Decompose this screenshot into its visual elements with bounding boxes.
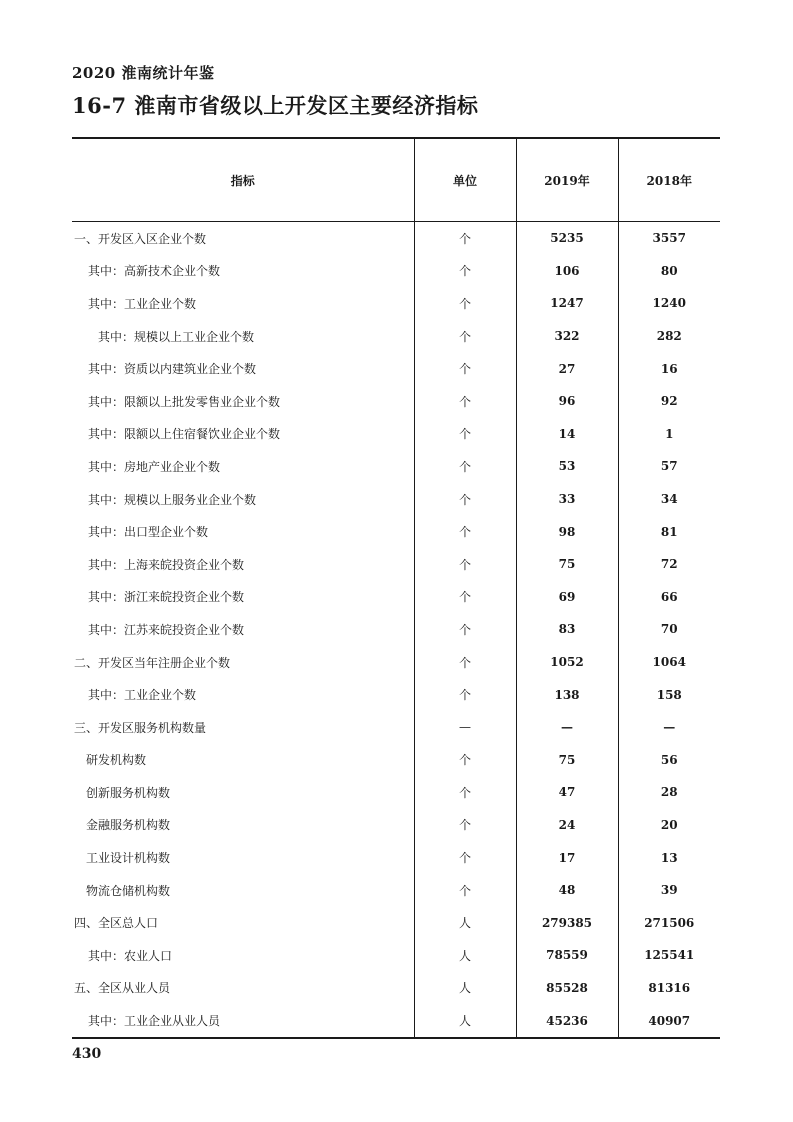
indicator-cell: 其中：出口型企业个数	[88, 525, 209, 540]
table-row	[72, 222, 720, 255]
running-header: 2020 淮南统计年鉴	[72, 64, 215, 82]
value-2018-cell: 20	[618, 809, 720, 842]
indicator-cell: 金融服务机构数	[86, 818, 171, 833]
indicator-cell: 其中：资质以内建筑业企业个数	[88, 362, 257, 377]
table-row	[72, 906, 720, 939]
indicator-cell: 其中：限额以上批发零售业企业个数	[88, 394, 281, 409]
value-2018-cell: 282	[618, 320, 720, 353]
value-2018-cell: 40907	[618, 1004, 720, 1038]
column-header-2019: 2019年	[516, 138, 618, 222]
column-header-indicator: 指标	[72, 138, 414, 222]
indicator-cell: 工业设计机构数	[86, 851, 171, 866]
table-row	[72, 515, 720, 548]
table-title: 16-7 淮南市省级以上开发区主要经济指标	[72, 93, 479, 118]
value-2019-cell: 98	[516, 515, 618, 548]
value-2018-cell: 72	[618, 548, 720, 581]
value-2018-cell: 70	[618, 613, 720, 646]
table-row	[72, 320, 720, 353]
unit-cell: 个	[414, 809, 516, 842]
table-row	[72, 450, 720, 483]
value-2019-cell: —	[516, 711, 618, 744]
table-row	[72, 646, 720, 679]
value-2019-cell: 138	[516, 678, 618, 711]
indicator-cell: 二、开发区当年注册企业个数	[74, 655, 231, 670]
table-row	[72, 874, 720, 907]
value-2018-cell: 81	[618, 515, 720, 548]
value-2018-cell: 57	[618, 450, 720, 483]
value-2019-cell: 279385	[516, 906, 618, 939]
unit-cell: 个	[414, 483, 516, 516]
table-row	[72, 744, 720, 777]
table-row	[72, 418, 720, 451]
unit-cell: 个	[414, 776, 516, 809]
table-row	[72, 1004, 720, 1038]
indicator-cell: 四、全区总人口	[74, 916, 159, 931]
indicator-cell: 其中：浙江来皖投资企业个数	[88, 590, 245, 605]
value-2019-cell: 85528	[516, 972, 618, 1005]
indicator-cell: 其中：农业人口	[88, 948, 173, 963]
table-row	[72, 972, 720, 1005]
table-row	[72, 939, 720, 972]
value-2019-cell: 106	[516, 255, 618, 288]
table-header	[72, 138, 720, 222]
unit-cell: 个	[414, 613, 516, 646]
unit-cell: 个	[414, 646, 516, 679]
unit-cell: 个	[414, 744, 516, 777]
value-2018-cell: 125541	[618, 939, 720, 972]
page-number: 430	[72, 1046, 102, 1062]
value-2018-cell: —	[618, 711, 720, 744]
value-2019-cell: 83	[516, 613, 618, 646]
unit-cell: 人	[414, 906, 516, 939]
table-row	[72, 776, 720, 809]
unit-cell: 个	[414, 515, 516, 548]
unit-cell: 人	[414, 939, 516, 972]
indicator-cell: 其中：高新技术企业个数	[88, 264, 221, 279]
unit-cell: 人	[414, 972, 516, 1005]
value-2018-cell: 28	[618, 776, 720, 809]
indicator-cell: 其中：江苏来皖投资企业个数	[88, 622, 245, 637]
value-2018-cell: 1240	[618, 287, 720, 320]
unit-cell: 个	[414, 874, 516, 907]
value-2019-cell: 48	[516, 874, 618, 907]
value-2018-cell: 13	[618, 841, 720, 874]
indicator-cell: 五、全区从业人员	[74, 981, 171, 996]
table-header-row	[72, 138, 720, 222]
column-header-2018: 2018年	[618, 138, 720, 222]
value-2019-cell: 33	[516, 483, 618, 516]
unit-cell: —	[414, 711, 516, 744]
table-row	[72, 841, 720, 874]
table-row	[72, 711, 720, 744]
table-row	[72, 385, 720, 418]
statistics-table	[72, 137, 720, 1039]
table-row	[72, 352, 720, 385]
unit-cell: 个	[414, 450, 516, 483]
indicator-cell: 其中：规模以上服务业企业个数	[88, 492, 257, 507]
value-2018-cell: 56	[618, 744, 720, 777]
unit-cell: 个	[414, 385, 516, 418]
unit-cell: 个	[414, 320, 516, 353]
indicator-cell: 其中：工业企业从业人员	[72, 1004, 414, 1038]
unit-cell: 个	[414, 581, 516, 614]
value-2019-cell: 322	[516, 320, 618, 353]
value-2018-cell: 80	[618, 255, 720, 288]
value-2018-cell: 1	[618, 418, 720, 451]
indicator-cell: 三、开发区服务机构数量	[74, 720, 207, 735]
value-2018-cell: 66	[618, 581, 720, 614]
table-row	[72, 255, 720, 288]
value-2019-cell: 27	[516, 352, 618, 385]
table-row	[72, 613, 720, 646]
table-row	[72, 287, 720, 320]
unit-cell: 个	[414, 841, 516, 874]
indicator-cell: 其中：房地产业企业个数	[88, 459, 221, 474]
table-row	[72, 483, 720, 516]
value-2019-cell: 17	[516, 841, 618, 874]
value-2019-cell: 69	[516, 581, 618, 614]
value-2018-cell: 158	[618, 678, 720, 711]
table-row	[72, 678, 720, 711]
indicator-cell: 其中：上海来皖投资企业个数	[88, 557, 245, 572]
indicator-cell: 其中：规模以上工业企业个数	[98, 329, 255, 344]
value-2019-cell: 45236	[516, 1004, 618, 1038]
table-row	[72, 581, 720, 614]
value-2019-cell: 96	[516, 385, 618, 418]
value-2019-cell: 1052	[516, 646, 618, 679]
value-2019-cell: 14	[516, 418, 618, 451]
value-2019-cell: 75	[516, 548, 618, 581]
value-2019-cell: 1247	[516, 287, 618, 320]
unit-cell: 个	[414, 222, 516, 255]
value-2019-cell: 53	[516, 450, 618, 483]
indicator-cell: 其中：工业企业个数	[88, 296, 197, 311]
unit-cell: 个	[414, 678, 516, 711]
unit-cell: 人	[414, 1004, 516, 1038]
value-2018-cell: 92	[618, 385, 720, 418]
indicator-cell: 其中：工业企业个数	[88, 688, 197, 703]
indicator-cell: 物流仓储机构数	[86, 883, 171, 898]
value-2018-cell: 1064	[618, 646, 720, 679]
table-body	[72, 222, 720, 1038]
value-2018-cell: 34	[618, 483, 720, 516]
value-2019-cell: 5235	[516, 222, 618, 255]
value-2018-cell: 81316	[618, 972, 720, 1005]
unit-cell: 个	[414, 287, 516, 320]
value-2019-cell: 24	[516, 809, 618, 842]
indicator-cell: 其中：限额以上住宿餐饮业企业个数	[88, 427, 281, 442]
value-2018-cell: 271506	[618, 906, 720, 939]
value-2018-cell: 16	[618, 352, 720, 385]
indicator-cell: 研发机构数	[86, 753, 147, 768]
value-2018-cell: 39	[618, 874, 720, 907]
value-2018-cell: 3557	[618, 222, 720, 255]
value-2019-cell: 75	[516, 744, 618, 777]
unit-cell: 个	[414, 418, 516, 451]
table-row	[72, 809, 720, 842]
value-2019-cell: 78559	[516, 939, 618, 972]
column-header-unit: 单位	[414, 138, 516, 222]
indicator-cell: 创新服务机构数	[86, 785, 171, 800]
unit-cell: 个	[414, 352, 516, 385]
unit-cell: 个	[414, 255, 516, 288]
value-2019-cell: 47	[516, 776, 618, 809]
indicator-cell: 一、开发区入区企业个数	[74, 231, 207, 246]
table-row	[72, 548, 720, 581]
unit-cell: 个	[414, 548, 516, 581]
